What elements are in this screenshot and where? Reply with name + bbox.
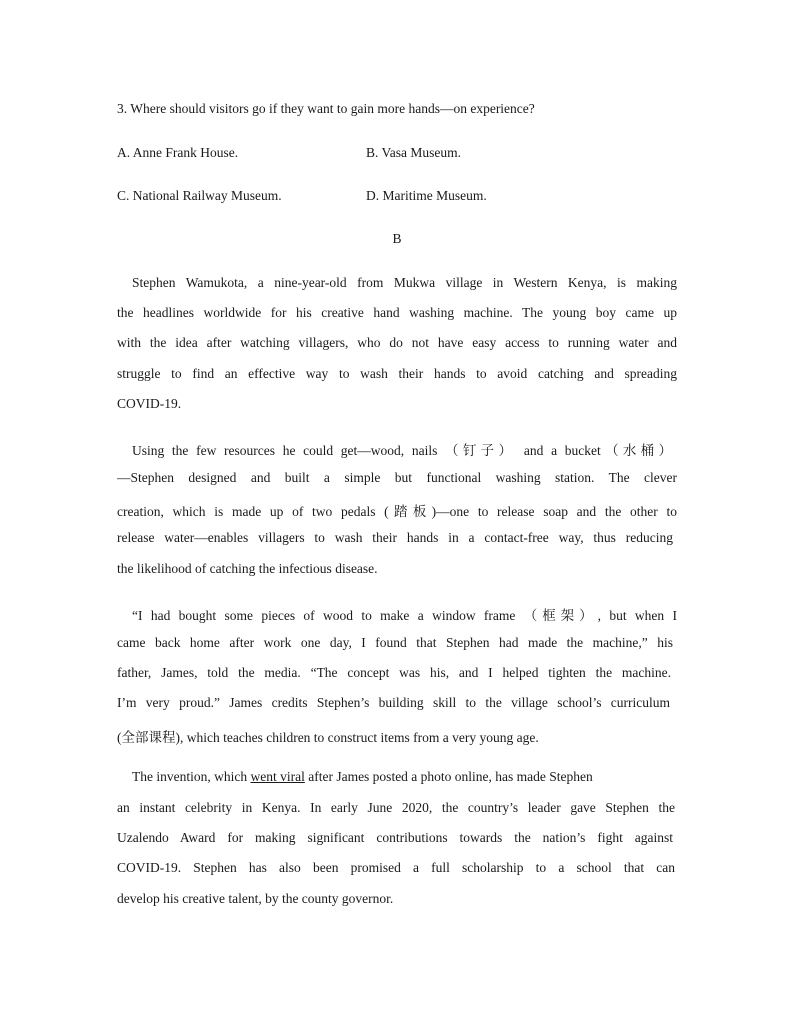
option-b: B. Vasa Museum. [366,145,462,160]
paragraph-2-line-2: —Stephen designed and built a simple but functional washing station. The clever [117,470,677,485]
paragraph-4-line-4: COVID-19. Stephen has also been promised a full scholarship to a school that can [117,860,675,875]
paragraph-2-line-5: the likelihood of catching the infectious disease. [117,561,378,576]
paragraph-2-line-1: Using the few resources he could get—wood, nails （钉子） and a bucket（水桶） [132,443,672,458]
paragraph-1-line-1: Stephen Wamukota, a nine-year-old from Mukwa village in Western Kenya, is making [132,275,677,290]
option-c: C. National Railway Museum. [117,188,282,203]
paragraph-2-line-3: creation, which is made up of two pedals (踏板)—one to release soap and the other to [117,504,677,519]
question-3 [117,101,535,117]
paragraph-3-line-4: I’m very proud.” James credits Stephen’s building skill to the village school’s curriculum [117,695,670,710]
paragraph-4-line-3: Uzalendo Award for making significant contributions towards the nation’s fight against [117,830,673,845]
option-d: D. Maritime Museum. [366,188,487,203]
option-a: A. Anne Frank House. [117,145,239,160]
paragraph-4-line-2: an instant celebrity in Kenya. In early June 2020, the country’s leader gave Stephen the [117,800,675,815]
underlined-phrase: went viral [250,769,305,784]
paragraph-3-line-1: “I had bought some pieces of wood to make a window frame （框架）, but when I [132,608,677,623]
paragraph-1-line-3: with the idea after watching villagers, who do not have easy access to running water and [117,335,677,350]
paragraph-4-line-1: The invention, which went viral after James posted a photo online, has made Stephen [132,769,593,784]
paragraph-1-line-4: struggle to find an effective way to wash their hands to avoid catching and spreading [117,366,677,381]
paragraph-4-line-5: develop his creative talent, by the county governor. [117,891,394,906]
paragraph-3-line-2: came back home after work one day, I found that Stephen had made the machine,” his [117,635,673,650]
paragraph-2-line-4: release water—enables villagers to wash their hands in a contact-free way, thus reducing [117,530,673,545]
section-label: B [392,231,402,246]
paragraph-3-line-5: (全部课程), which teaches children to construct items from a very young age. [117,730,539,745]
paragraph-1-line-2: the headlines worldwide for his creative hand washing machine. The young boy came up [117,305,677,320]
question-text: Where should visitors go if they want to gain more hands—on experience? [130,101,535,116]
paragraph-3-line-3: father, James, told the media. “The concept was his, and I helped tighten the machine. [117,665,671,680]
paragraph-1-line-5: COVID-19. [117,396,182,411]
question-number: 3. [117,101,128,116]
